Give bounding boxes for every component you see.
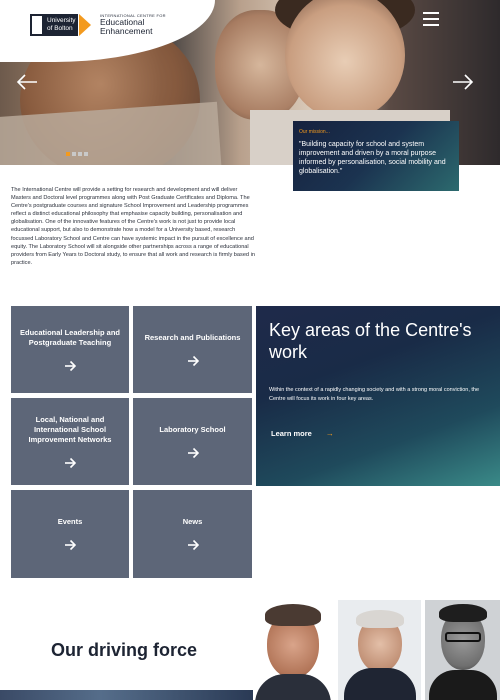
mission-box [293, 121, 459, 191]
arrow-right-icon [187, 539, 199, 551]
arrow-right-icon [187, 447, 199, 459]
portrait-hair [439, 604, 487, 622]
university-logo [30, 14, 78, 36]
arrow-left-icon[interactable] [16, 72, 38, 92]
glasses-icon [445, 632, 481, 642]
tile-events[interactable] [11, 490, 129, 578]
portrait-hair [356, 610, 404, 628]
tile-research-publications[interactable] [133, 306, 252, 393]
tile-laboratory-school[interactable] [133, 398, 252, 485]
logo-chevron-icon [79, 14, 91, 36]
arrow-right-icon[interactable] [452, 72, 474, 92]
driving-force-title: Our driving force [51, 640, 198, 660]
tile-news[interactable] [133, 490, 252, 578]
hero-photo-person-right [285, 0, 405, 120]
centre-name-line2: Enhancement [100, 26, 153, 36]
crest-icon [30, 14, 44, 36]
university-name-line2: of Bolton [47, 25, 73, 32]
carousel-dots [66, 152, 88, 156]
arrow-right-icon [64, 539, 76, 551]
carousel-dot[interactable] [78, 152, 82, 156]
portrait-body [429, 670, 497, 700]
bottom-banner-strip [0, 690, 253, 700]
menu-bar [423, 18, 439, 20]
carousel-dot[interactable] [84, 152, 88, 156]
portrait-photo[interactable] [338, 600, 421, 700]
tile-educational-leadership[interactable] [11, 306, 129, 393]
portrait-hair [265, 604, 321, 626]
key-areas-text: Within the context of a rapidly changing society and with a strong moral conviction, the Centre will focus its work in four key areas. [269, 387, 480, 402]
tile-label: News [182, 517, 203, 526]
tile-label: Educational Leadership and Postgraduate Teaching [19, 327, 121, 347]
menu-bar [423, 12, 439, 14]
carousel-dot[interactable] [72, 152, 76, 156]
portrait-photo[interactable] [425, 600, 500, 700]
arrow-right-icon [187, 355, 199, 367]
learn-more-link[interactable] [271, 429, 334, 438]
centre-name-line1: Educational [100, 17, 145, 27]
arrow-right-icon [64, 360, 76, 372]
key-areas-panel [256, 306, 500, 486]
centre-name [100, 13, 166, 36]
portrait-photo[interactable] [253, 600, 333, 700]
portrait-body [344, 668, 416, 700]
mission-eyebrow: Our mission... [299, 129, 330, 135]
learn-more-label: Learn more [271, 429, 312, 438]
arrow-right-icon [64, 457, 76, 469]
carousel-dot[interactable] [66, 152, 70, 156]
tile-label: Events [57, 517, 83, 526]
menu-bar [423, 24, 439, 26]
intro-paragraph: The International Centre will provide a setting for research and development and will deliver Masters and Doctoral level programmes along with Post Graduate Certificates and Diploma. The Centre's postgraduate courses and signature School Improvement and Leadership programmes reflect a distinct educational philosophy that emphasise capacity building, personalisation and globalisation. One of the innovative features of the Centre's work is not just to provide local educational support, but also to demonstrate how a model for a University based, research focussed Laboratory School and Centre can have systemic impact in the pursuit of excellence and equity. The Laboratory School will sit alongside other partnerships across a range of educational providers from Early Years to Doctoral study, to ensure that all work and research is firmly based in practice. [11, 187, 255, 266]
key-areas-title: Key areas of the Centre's work [269, 320, 472, 362]
centre-name-small: INTERNATIONAL CENTRE FOR [100, 13, 166, 18]
university-name [44, 17, 76, 33]
hamburger-icon[interactable] [423, 12, 439, 26]
chevron-right-icon: → [325, 429, 334, 438]
tile-label: Local, National and International School Improvement Networks [28, 414, 112, 444]
tile-school-improvement-networks[interactable] [11, 398, 129, 485]
mission-quote: "Building capacity for school and system improvement and driven by a moral purpose informed by personalisation, social mobility and globalisation." [299, 141, 446, 175]
portrait-body [255, 674, 331, 700]
university-name-line1: University [47, 17, 76, 24]
tile-label: Laboratory School [159, 424, 226, 434]
tile-label: Research and Publications [144, 332, 241, 342]
